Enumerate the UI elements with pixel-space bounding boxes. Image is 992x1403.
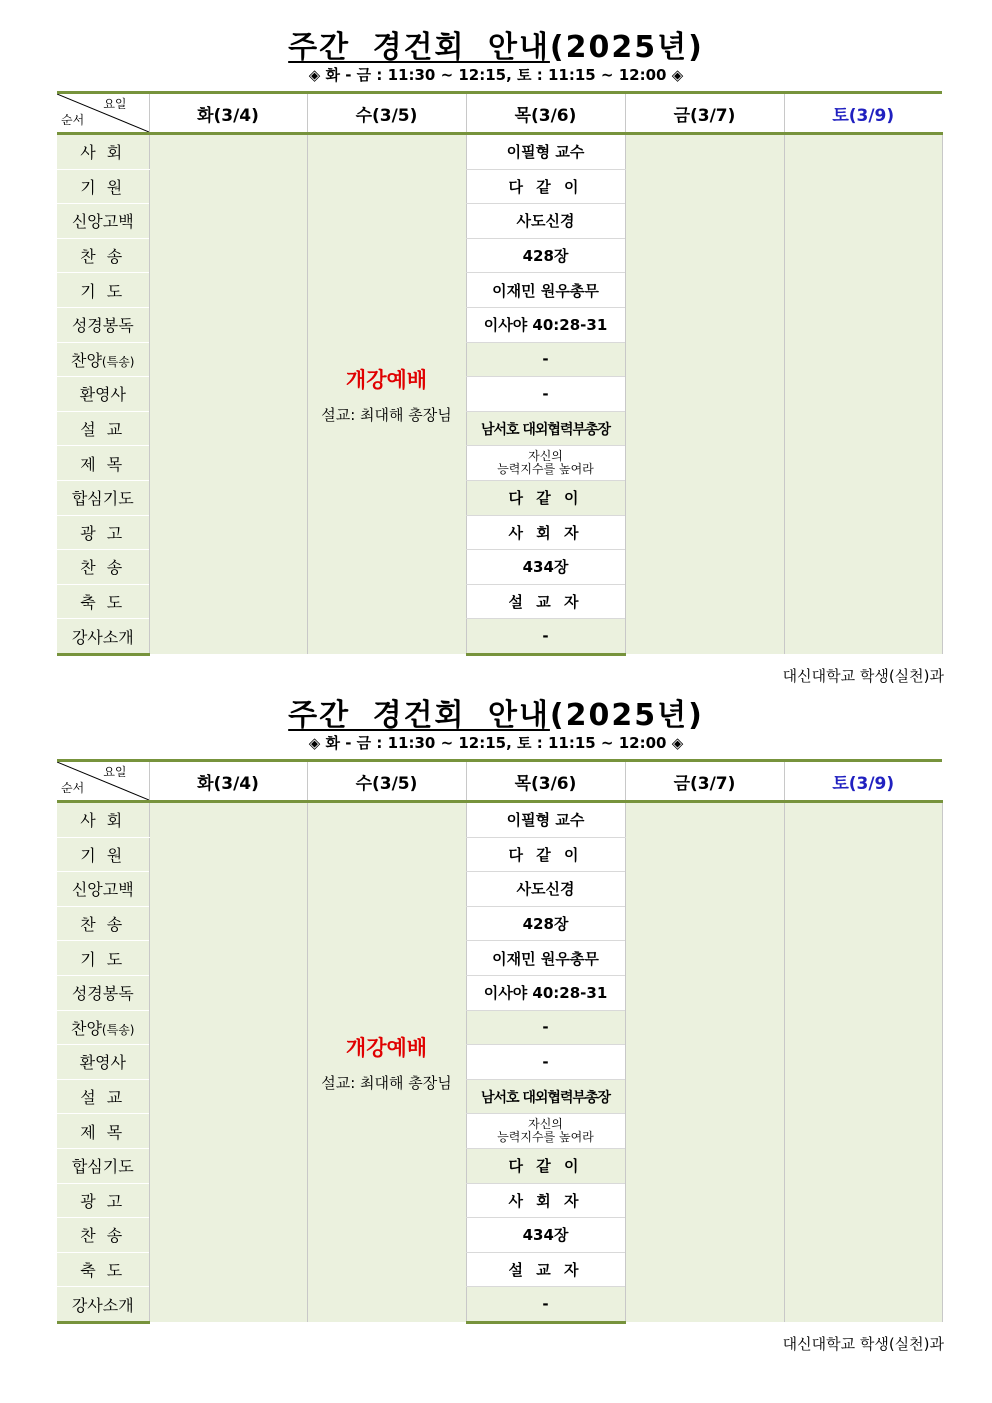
thu-value: 다 같 이 [466, 837, 625, 872]
order-label: 광 고 [57, 515, 149, 550]
fri-cell [625, 802, 784, 1323]
corner-order-label: 순서 [61, 781, 85, 795]
thu-value: 이재민 원우총무 [466, 941, 625, 976]
order-label: 성경봉독 [57, 307, 149, 342]
title-year: (2025년) [549, 698, 704, 733]
wed-event-cell [307, 802, 466, 1323]
order-label: 찬양(특송) [57, 342, 149, 377]
corner-day-label: 요일 [103, 765, 127, 779]
thu-value: - [466, 342, 625, 377]
schedule-table [57, 759, 943, 1324]
thu-value: 428장 [466, 238, 625, 273]
order-label: 기 도 [57, 941, 149, 976]
order-label: 축 도 [57, 584, 149, 619]
corner-header [57, 93, 149, 134]
thu-value: 434장 [466, 550, 625, 585]
schedule-table [57, 91, 943, 656]
event-preacher: 설교: 최대해 총장님 [321, 406, 452, 425]
thu-value: 다 같 이 [466, 1148, 625, 1183]
order-label: 합심기도 [57, 480, 149, 515]
title-year: (2025년) [549, 30, 704, 65]
order-label: 기 도 [57, 273, 149, 308]
thu-value: 사도신경 [466, 872, 625, 907]
order-label: 강사소개 [57, 619, 149, 655]
sat-cell [784, 134, 942, 655]
order-label: 광 고 [57, 1183, 149, 1218]
order-label: 사 회 [57, 802, 149, 838]
day-header-tue: 화(3/4) [149, 761, 307, 802]
day-header-fri: 금(3/7) [625, 761, 784, 802]
thu-value: 자신의 능력지수를 높여라 [466, 1114, 625, 1149]
day-header-wed: 수(3/5) [307, 761, 466, 802]
order-label: 찬 송 [57, 238, 149, 273]
day-header-sat: 토(3/9) [784, 93, 942, 134]
thu-value: 사 회 자 [466, 1183, 625, 1218]
thu-value: 남서호 대외협력부총장 [466, 1079, 625, 1114]
event-preacher: 설교: 최대해 총장님 [321, 1074, 452, 1093]
thu-value: - [466, 1287, 625, 1323]
order-label: 신앙고백 [57, 204, 149, 239]
thu-value: 사도신경 [466, 204, 625, 239]
event-title: 개강예배 [345, 1036, 428, 1061]
thu-value: 434장 [466, 1218, 625, 1253]
order-label: 사 회 [57, 134, 149, 170]
thu-value: 설 교 자 [466, 1252, 625, 1287]
order-label: 환영사 [57, 377, 149, 412]
corner-day-label: 요일 [103, 97, 127, 111]
footer-department: 대신대학교 학생(실천)과 [782, 1335, 944, 1353]
fri-cell [625, 134, 784, 655]
day-header-tue: 화(3/4) [149, 93, 307, 134]
time-subtitle: ◈ 화 - 금 : 11:30 ~ 12:15, 토 : 11:15 ~ 12:00 ◈ [308, 66, 684, 84]
order-label: 강사소개 [57, 1287, 149, 1323]
thu-value: - [466, 377, 625, 412]
order-label: 찬 송 [57, 906, 149, 941]
thu-value: 사 회 자 [466, 515, 625, 550]
page-title: 주간 경건회 안내(2025년) [288, 698, 704, 733]
thu-value: 이재민 원우총무 [466, 273, 625, 308]
corner-order-label: 순서 [61, 113, 85, 127]
order-label: 성경봉독 [57, 975, 149, 1010]
page-title: 주간 경건회 안내(2025년) [288, 30, 704, 65]
order-label: 찬양(특송) [57, 1010, 149, 1045]
footer-department: 대신대학교 학생(실천)과 [782, 667, 944, 685]
sat-cell [784, 802, 942, 1323]
order-label: 제 목 [57, 446, 149, 481]
order-label: 신앙고백 [57, 872, 149, 907]
order-label: 환영사 [57, 1045, 149, 1080]
thu-value: 이사야 40:28-31 [466, 307, 625, 342]
order-label: 설 교 [57, 411, 149, 446]
thu-value: - [466, 619, 625, 655]
time-subtitle: ◈ 화 - 금 : 11:30 ~ 12:15, 토 : 11:15 ~ 12:00 ◈ [308, 734, 684, 752]
thu-value: 남서호 대외협력부총장 [466, 411, 625, 446]
day-header-fri: 금(3/7) [625, 93, 784, 134]
order-label: 기 원 [57, 837, 149, 872]
order-label: 제 목 [57, 1114, 149, 1149]
tue-cell [149, 134, 307, 655]
thu-value: 설 교 자 [466, 584, 625, 619]
header-row [57, 761, 942, 802]
thu-value: 428장 [466, 906, 625, 941]
thu-value: 다 같 이 [466, 169, 625, 204]
header-row [57, 93, 942, 134]
tue-cell [149, 802, 307, 1323]
order-label: 축 도 [57, 1252, 149, 1287]
day-header-thu: 목(3/6) [466, 93, 625, 134]
day-header-thu: 목(3/6) [466, 761, 625, 802]
order-label: 찬 송 [57, 1218, 149, 1253]
thu-value: 이사야 40:28-31 [466, 975, 625, 1010]
corner-header [57, 761, 149, 802]
order-label: 찬 송 [57, 550, 149, 585]
table-row [57, 802, 942, 838]
thu-value: 이필형 교수 [466, 802, 625, 838]
order-label: 합심기도 [57, 1148, 149, 1183]
event-title: 개강예배 [345, 368, 428, 393]
thu-value: - [466, 1010, 625, 1045]
thu-value: - [466, 1045, 625, 1080]
thu-value: 자신의 능력지수를 높여라 [466, 446, 625, 481]
day-header-sat: 토(3/9) [784, 761, 942, 802]
thu-value: 다 같 이 [466, 480, 625, 515]
wed-event-cell [307, 134, 466, 655]
order-label: 기 원 [57, 169, 149, 204]
thu-value: 이필형 교수 [466, 134, 625, 170]
order-label: 설 교 [57, 1079, 149, 1114]
day-header-wed: 수(3/5) [307, 93, 466, 134]
table-row [57, 134, 942, 170]
